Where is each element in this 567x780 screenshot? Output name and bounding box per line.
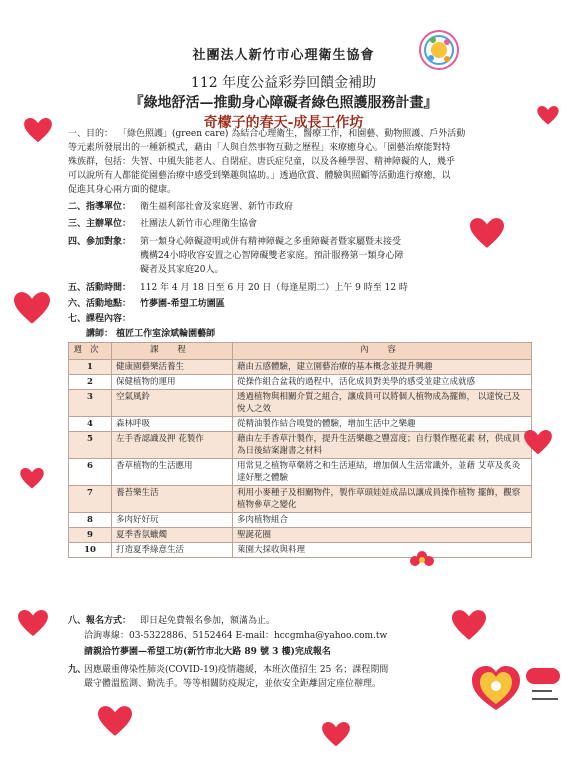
address-line: 請親洽竹夢園—希望工坊(新竹市北大路 89 號 3 樓)完成報名	[84, 647, 331, 657]
heart-icon	[14, 292, 50, 326]
content-cell: 萊園大採收與料理	[233, 543, 532, 558]
project-title: 『綠地舒活—推動身心障礙者綠色照護服務計畫』	[129, 95, 438, 111]
week-cell: 8	[69, 513, 112, 528]
goal-line: 等元素所發展出的一種新模式，藉由「人與自然事物互動之歷程」來療癒身心。「園藝治療能對特	[68, 143, 451, 153]
goal-line: 「綠色照護」(green care) 為結合心理衛生，醫療工作，和園藝、動物照護、戶外活動	[118, 129, 466, 139]
time-label: 五、活動時間：	[68, 283, 132, 293]
covid-line: 嚴守體溫監測、勤洗手。等等相關防疫規定，並依安全距離固定座位辦理。	[84, 679, 382, 689]
course-cell: 空氣風鈴	[112, 390, 233, 417]
table-row	[69, 513, 532, 528]
heart-icon	[470, 218, 504, 250]
course-cell: 多肉好好玩	[112, 513, 233, 528]
course-cell: 保健植物的運用	[112, 375, 233, 390]
week-cell: 4	[69, 417, 112, 432]
table-row	[69, 459, 532, 486]
course-cell: 養苔樂生活	[112, 486, 233, 513]
course-cell: 森林呼吸	[112, 417, 233, 432]
table-row	[69, 543, 532, 558]
heart-icon	[24, 118, 52, 144]
column-header: 週次	[69, 343, 112, 360]
target-line: 機構24小時收容安置之心智障礙雙老家庭。預計服務第一類身心障	[140, 251, 404, 261]
table-row	[69, 486, 532, 513]
schedule-table	[68, 342, 532, 558]
course-cell: 夏季香氛蠟燭	[112, 528, 233, 543]
week-cell: 3	[69, 390, 112, 417]
content-cell: 透過植物與相關介質之組合，讓成員可以將個人植物成為擺飾， 以達悅己及悅人之效	[233, 390, 532, 417]
content-label: 七、課程內容：	[68, 314, 132, 324]
content-cell: 聖誕花圈	[233, 528, 532, 543]
covid-label: 九、	[68, 665, 87, 675]
goal-line: 促進其身心兩方面的健康。	[68, 185, 177, 195]
week-cell: 1	[69, 360, 112, 375]
hope-workshop-logo	[466, 660, 566, 720]
workshop-title: 奇檬子的春天-成長工作坊	[203, 115, 364, 131]
goal-line: 殊族群，包括：失智、中風失能老人、自閉症、唐氏症兒童，以及各種學習、精神障礙的人，幾乎	[68, 157, 456, 167]
heart-icon	[18, 610, 48, 638]
host-label: 三、主辦單位：	[68, 219, 132, 229]
target-label: 四、參加對象：	[68, 237, 132, 247]
covid-line: 因應嚴重傳染性肺炎(COVID-19)疫情趨緩，本班次僅招生 25 名；課程期間	[84, 665, 389, 675]
guide-label: 二、指導單位：	[68, 202, 132, 212]
week-cell: 7	[69, 486, 112, 513]
table-row	[69, 432, 532, 459]
week-cell: 2	[69, 375, 112, 390]
heart-icon	[452, 610, 486, 642]
flower-icon	[408, 548, 436, 572]
content-cell: 從操作組合盆栽的過程中，活化成員對美學的感受並建立成就感	[233, 375, 532, 390]
table-row	[69, 417, 532, 432]
table-row	[69, 375, 532, 390]
week-cell: 5	[69, 432, 112, 459]
column-header: 課 程	[112, 343, 233, 360]
table-row	[69, 528, 532, 543]
table-row	[69, 390, 532, 417]
contact-line: 洽詢專線：03-5322886、5152464 E-mail：hccgmha@yahoo.com.tw	[84, 631, 388, 641]
week-cell: 6	[69, 459, 112, 486]
goal-line: 可以說所有人都能從園藝治療中感受到樂趣與協助。」透過欣賞、體驗與照顧等活動進行療癒，以	[68, 171, 451, 181]
goal-label: 一、目的：	[68, 129, 114, 139]
signup-label: 八、報名方式：	[68, 616, 132, 626]
target-line: 礙者及其家庭20人。	[140, 265, 224, 275]
heart-icon	[524, 430, 552, 456]
heart-icon	[98, 706, 132, 738]
place-value: 竹夢園-希望工坊園區	[140, 299, 225, 309]
heart-icon	[322, 722, 350, 748]
subsidy-line: 112 年度公益彩券回饋金補助	[190, 75, 377, 91]
target-line: 第一類身心障礙證明或併有精神障礙之多重障礙者暨家屬暨未接受	[140, 237, 402, 247]
content-cell: 多肉植物組合	[233, 513, 532, 528]
course-cell: 左手香認識及押 花製作	[112, 432, 233, 459]
content-cell: 藉由左手香草汁製作，提升生活樂趣之豐富度；自行製作壓花素 材，供成員為日後結案謝書之材料	[233, 432, 532, 459]
content-cell: 從精油製作結合嗅覺的體驗，增加生活中之樂趣	[233, 417, 532, 432]
signup-value: 即日起免費報名參加，額滿為止。	[140, 616, 276, 626]
organization-title: 社團法人新竹市心理衛生協會	[192, 48, 375, 63]
teacher-line: 講師： 植匠工作室涂斌輪園藝師	[86, 329, 216, 339]
place-label: 六、活動地點：	[68, 299, 132, 309]
heart-icon	[537, 106, 559, 126]
week-cell: 10	[69, 543, 112, 558]
week-cell: 9	[69, 528, 112, 543]
host-value: 社團法人新竹市心理衛生協會	[140, 219, 258, 229]
table-row	[69, 360, 532, 375]
content-cell: 利用小麥種子及相關物件，製作草頭娃娃成品以讓成員操作植物 擺飾，觀察植物參草之變化	[233, 486, 532, 513]
course-cell: 健康園藝樂活養生	[112, 360, 233, 375]
table-header-row	[69, 343, 532, 360]
content-cell: 用常見之植物草藥將之和生活連結，增加個人生活常識外，並藉 艾草及炙灸達好壓之體驗	[233, 459, 532, 486]
guide-value: 衛生福利部社會及家庭署、新竹市政府	[140, 202, 294, 212]
heart-icon	[20, 468, 44, 490]
course-cell: 香草植物的生活應用	[112, 459, 233, 486]
course-cell: 打造夏季綠意生活	[112, 543, 233, 558]
column-header: 內 容	[233, 343, 532, 360]
time-value: 112 年 4 月 18 日至 6 月 20 日（每逢星期二）上午 9 時至 12 時	[140, 283, 408, 293]
content-cell: 藉由五感體驗，建立園藝治療的基本概念並提升興趣	[233, 360, 532, 375]
